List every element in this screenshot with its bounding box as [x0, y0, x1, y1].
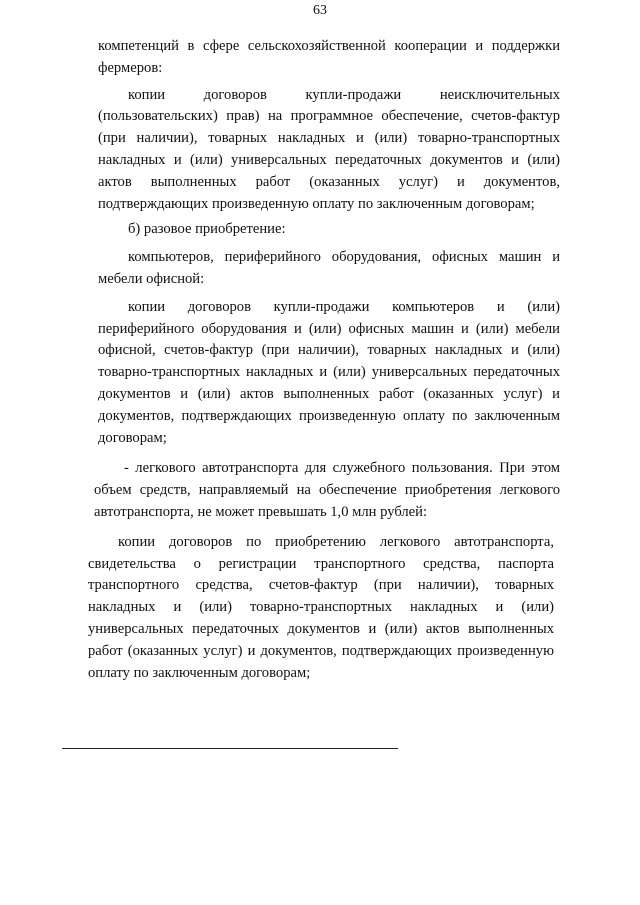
paragraph-computers-heading: компьютеров, периферийного оборудования, офисных машин и мебели офисной: [98, 249, 560, 287]
paragraph-computers-documents: копии договоров купли-продажи компьютеров и (или) периферийного оборудования и (или) офисных машин и (или) мебели офисной, счетов-фактур (при наличии), товарных накладных и (или) товарно-транспортных накладных и (или) универсальных передаточных документов и (или) актов выполненных работ (оказанных услуг) и документов, подтверждающих произведенную оплату по заключенным договорам; [98, 298, 560, 446]
footnote-separator-line [62, 748, 398, 749]
paragraph-continuation: компетенций в сфере сельскохозяйственной кооперации и поддержки фермеров: [98, 38, 560, 76]
paragraph-one-time-purchase: б) разовое приобретение: [128, 221, 286, 238]
paragraph-vehicle-documents: копии договоров по приобретению легкового автотранспорта, свидетельства о регистрации транспортного средства, паспорта транспортного средства, счетов-фактур (при наличии), товарных накладных и (или) товарно-транспортных накладных и (или) универсальных передаточных документов и (или) актов выполненных работ (оказанных услуг) и документов, подтверждающих произведенную оплату по заключенным договорам; [88, 533, 554, 681]
paragraph-vehicle-heading: - легкового автотранспорта для служебного пользования. При этом объем средств, направляемый на обеспечение приобретения легкового автотранспорта, не может превышать 1,0 млн рублей: [94, 460, 560, 520]
paragraph-software-documents: копии договоров купли-продажи неисключительных (пользовательских) прав) на программное обеспечение, счетов-фактур (при наличии), товарных накладных и (или) товарно-транспортных накладных и (или) универсальных передаточных документов и (или) актов выполненных работ (оказанных услуг) и документов, подтверждающих произведенную оплату по заключенным договорам; [98, 86, 560, 212]
body-text [88, 36, 560, 690]
page-number: 63 [313, 3, 327, 18]
